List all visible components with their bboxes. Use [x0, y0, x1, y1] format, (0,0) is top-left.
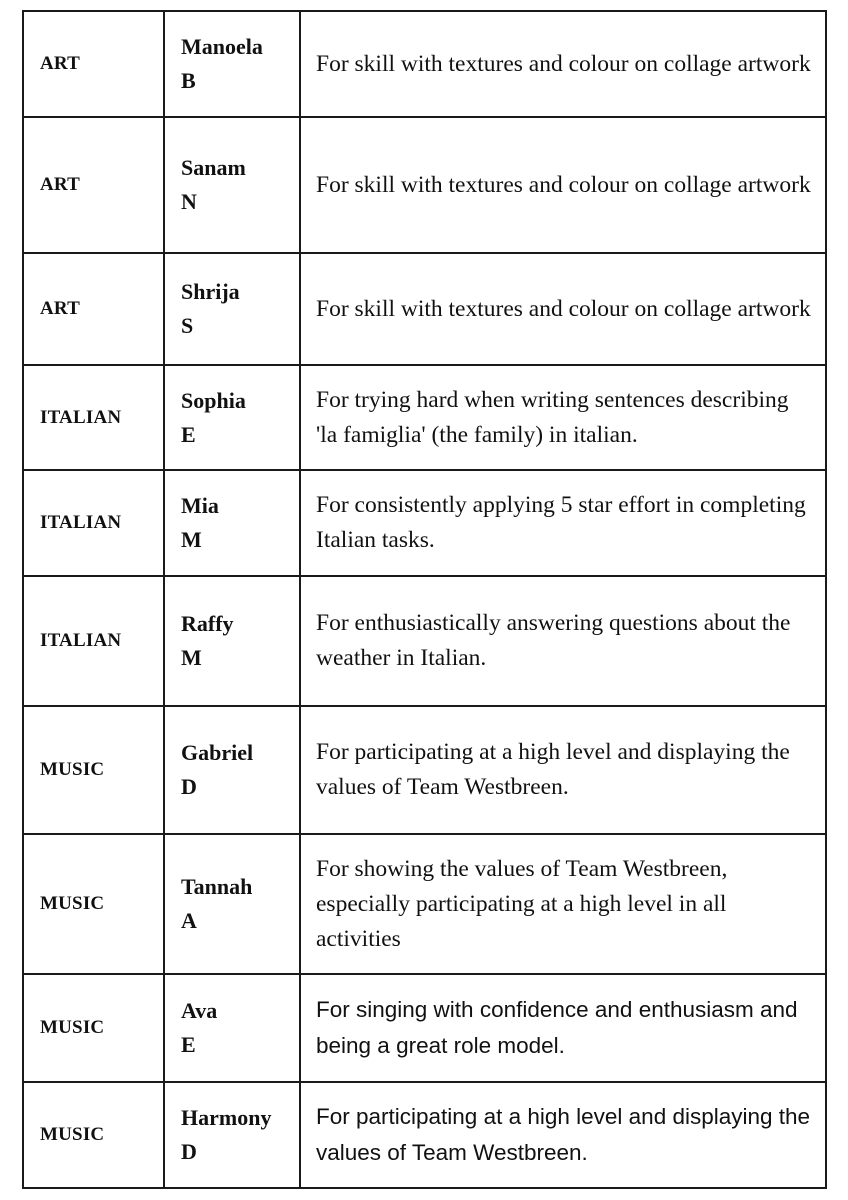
- subject-cell: MUSIC: [23, 974, 164, 1082]
- student-first-name: Sophia: [181, 387, 246, 413]
- student-initial: S: [181, 313, 194, 338]
- student-name-cell: [164, 117, 300, 253]
- student-initial: A: [181, 908, 197, 933]
- student-first-name: Mia: [181, 493, 219, 518]
- table-row: [23, 470, 826, 576]
- student-first-name: Raffy: [181, 611, 234, 636]
- student-initial: E: [181, 421, 196, 447]
- table-row: [23, 253, 826, 365]
- reason-cell: For showing the values of Team Westbreen, especially participating at a high level in all activities: [300, 834, 826, 974]
- student-first-name: Harmony: [181, 1105, 272, 1130]
- student-first-name: Sanam: [181, 155, 246, 180]
- table-row: [23, 11, 826, 117]
- subject-cell: ART: [23, 117, 164, 253]
- student-name-cell: [164, 576, 300, 706]
- reason-cell: For trying hard when writing sentences describing 'la famiglia' (the family) in italian.: [300, 365, 826, 470]
- student-name-cell: [164, 1082, 300, 1188]
- subject-cell: ITALIAN: [23, 576, 164, 706]
- subject-cell: ITALIAN: [23, 470, 164, 576]
- subject-cell: MUSIC: [23, 834, 164, 974]
- student-first-name: Shrija: [181, 279, 240, 304]
- reason-cell: For skill with textures and colour on collage artwork: [300, 11, 826, 117]
- subject-cell: MUSIC: [23, 1082, 164, 1188]
- table-row: [23, 576, 826, 706]
- student-name-cell: [164, 470, 300, 576]
- table-row: [23, 117, 826, 253]
- reason-cell: For skill with textures and colour on collage artwork: [300, 253, 826, 365]
- reason-cell: For enthusiastically answering questions about the weather in Italian.: [300, 576, 826, 706]
- table-row: [23, 706, 826, 834]
- student-initial: D: [181, 1139, 197, 1164]
- student-initial: M: [181, 527, 202, 552]
- table-row: [23, 834, 826, 974]
- student-first-name: Tannah: [181, 874, 253, 899]
- reason-cell: For consistently applying 5 star effort in completing Italian tasks.: [300, 470, 826, 576]
- student-initial: B: [181, 68, 196, 93]
- student-first-name: Ava: [181, 998, 218, 1023]
- table-row: [23, 1082, 826, 1188]
- table-row: [23, 974, 826, 1082]
- subject-cell: ART: [23, 11, 164, 117]
- subject-cell: MUSIC: [23, 706, 164, 834]
- subject-cell: ART: [23, 253, 164, 365]
- student-name-cell: [164, 253, 300, 365]
- student-initial: E: [181, 1032, 196, 1057]
- student-name-cell: [164, 11, 300, 117]
- reason-cell: For singing with confidence and enthusiasm and being a great role model.: [300, 974, 826, 1082]
- table-row: [23, 365, 826, 470]
- student-first-name: Manoela: [181, 34, 263, 59]
- student-initial: M: [181, 645, 202, 670]
- student-initial: N: [181, 189, 197, 214]
- student-name-cell: [164, 974, 300, 1082]
- awards-table: [22, 10, 827, 1189]
- reason-cell: For participating at a high level and displaying the values of Team Westbreen.: [300, 1082, 826, 1188]
- subject-cell: ITALIAN: [23, 365, 164, 470]
- reason-cell: For skill with textures and colour on collage artwork: [300, 117, 826, 253]
- student-name-cell: [164, 365, 300, 470]
- student-first-name: Gabriel: [181, 740, 254, 765]
- student-name-cell: [164, 834, 300, 974]
- reason-cell: For participating at a high level and displaying the values of Team Westbreen.: [300, 706, 826, 834]
- student-initial: D: [181, 774, 197, 799]
- student-name-cell: [164, 706, 300, 834]
